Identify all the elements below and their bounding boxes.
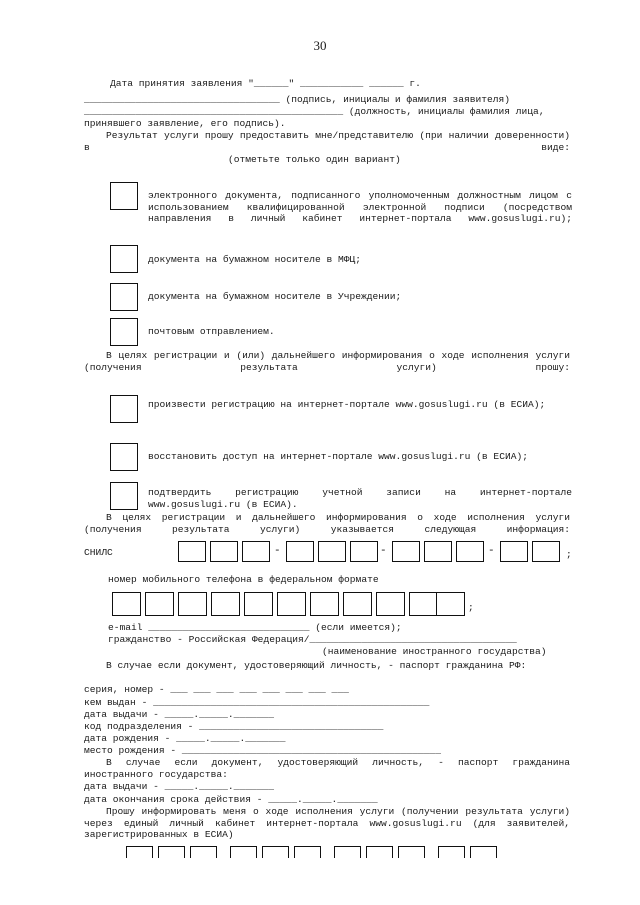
result-option-electronic xyxy=(148,190,572,225)
phone-digit-box[interactable] xyxy=(409,592,438,616)
bottom-row-box[interactable] xyxy=(126,846,153,858)
phone-label: номер мобильного телефона в федеральном формате xyxy=(108,574,379,585)
passport-rf-birth-place: место рождения - _____________________________________________ xyxy=(84,745,441,756)
phone-digit-box[interactable] xyxy=(112,592,141,616)
citizenship-note: (наименование иностранного государства) xyxy=(322,646,547,657)
result-intro: Результат услуги прошу предоставить мне/представителю (при наличии доверенности) в виде: xyxy=(84,130,570,153)
bottom-row-box[interactable] xyxy=(438,846,465,858)
registration-intro: В целях регистрации и (или) дальнейшего информирования о ходе исполнения услуги (получения результата услуги) прошу: xyxy=(84,350,570,373)
snils-digit-box[interactable] xyxy=(286,541,314,562)
snils-separator: - xyxy=(380,545,387,557)
bottom-row-box[interactable] xyxy=(398,846,425,858)
passport-foreign-intro: В случае если документ, удостоверяющий личность, - паспорт гражданина иностранного государства: xyxy=(84,757,570,780)
passport-rf-series: серия, номер - ___ ___ ___ ___ ___ ___ ___ ___ xyxy=(84,684,349,695)
phone-digit-box[interactable] xyxy=(244,592,273,616)
passport-rf-issued-by: кем выдан - ________________________________________________ xyxy=(84,697,430,708)
snils-digit-box[interactable] xyxy=(210,541,238,562)
snils-digit-box[interactable] xyxy=(392,541,420,562)
result-option-electronic-text: электронного документа, подписанного уполномоченным должностным лицом с использованием квалифицированной электронной подписи (посредством направления в личный кабинет интернет-портала www.gosuslugi.ru); xyxy=(148,190,572,224)
snils-digit-box[interactable] xyxy=(242,541,270,562)
registration-create-text: произвести регистрацию на интернет-портале www.gosuslugi.ru (в ЕСИА); xyxy=(148,399,546,410)
result-option-institution-checkbox[interactable] xyxy=(110,283,138,311)
registration-restore-text: восстановить доступ на интернет-портале www.gosuslugi.ru (в ЕСИА); xyxy=(148,451,528,462)
result-hint: (отметьте только один вариант) xyxy=(228,154,401,165)
phone-digit-box[interactable] xyxy=(145,592,174,616)
phone-digit-box[interactable] xyxy=(376,592,405,616)
registration-confirm-text: подтвердить регистрацию учетной записи на интернет-портале www.gosuslugi.ru (в ЕСИА). xyxy=(148,487,572,510)
bottom-row-box[interactable] xyxy=(470,846,497,858)
bottom-row-box[interactable] xyxy=(230,846,257,858)
snils-digit-box[interactable] xyxy=(532,541,560,562)
snils-digit-box[interactable] xyxy=(500,541,528,562)
snils-separator: - xyxy=(488,545,495,557)
bottom-row-box[interactable] xyxy=(158,846,185,858)
phone-digit-box[interactable] xyxy=(277,592,306,616)
snils-digit-box[interactable] xyxy=(456,541,484,562)
passport-foreign-issue-date: дата выдачи - _____._____._______ xyxy=(84,781,274,792)
phone-digit-box[interactable] xyxy=(436,592,465,616)
result-option-institution-text: документа на бумажном носителе в Учреждении; xyxy=(148,291,402,302)
receiver-position-line: _____________________________________________ (должность, инициалы фамилия лица, xyxy=(84,106,545,117)
receiver-signature-line: принявшего заявление, его подпись). xyxy=(84,118,286,129)
phone-digit-box[interactable] xyxy=(310,592,339,616)
citizenship-line: гражданство - Российская Федерация/____________________________________ xyxy=(108,634,517,645)
page-number: 30 xyxy=(313,38,327,53)
result-option-post-checkbox[interactable] xyxy=(110,318,138,346)
passport-rf-issue-date: дата выдачи - _____._____._______ xyxy=(84,709,274,720)
notify-text: Прошу информировать меня о ходе исполнения услуги (получении результата услуги) через единый личный кабинет интернет-портала www.gosuslugi.ru (для заявителей, зарегистрированных в ЕСИА) xyxy=(84,806,570,840)
email-line: e-mail ____________________________ (если имеется); xyxy=(108,622,402,633)
snils-end: ; xyxy=(566,549,572,560)
result-option-mfc-text: документа на бумажном носителе в МФЦ; xyxy=(148,254,362,265)
snils-digit-box[interactable] xyxy=(178,541,206,562)
passport-foreign-expiry-date: дата окончания срока действия - _____._____._______ xyxy=(84,794,378,805)
bottom-row-box[interactable] xyxy=(294,846,321,858)
bottom-row-box[interactable] xyxy=(366,846,393,858)
phone-digit-box[interactable] xyxy=(211,592,240,616)
info-intro: В целях регистрации и дальнейшего информирования о ходе исполнения услуги (получения результата услуги) указывается следующая информация: xyxy=(84,512,570,535)
phone-digit-box[interactable] xyxy=(343,592,372,616)
snils-digit-box[interactable] xyxy=(350,541,378,562)
snils-label: СНИЛС xyxy=(84,547,113,558)
applicant-signature-line: __________________________________ (подпись, инициалы и фамилия заявителя) xyxy=(84,94,511,105)
phone-digit-box[interactable] xyxy=(178,592,207,616)
passport-rf-intro: В случае если документ, удостоверяющий личность, - паспорт гражданина РФ: xyxy=(106,660,527,671)
bottom-row-box[interactable] xyxy=(334,846,361,858)
passport-rf-birth-date: дата рождения - _____._____._______ xyxy=(84,733,286,744)
result-option-post-text: почтовым отправлением. xyxy=(148,326,275,337)
bottom-row-box[interactable] xyxy=(190,846,217,858)
registration-confirm-checkbox[interactable] xyxy=(110,482,138,510)
snils-digit-box[interactable] xyxy=(318,541,346,562)
passport-rf-division-code: код подразделения - ________________________________ xyxy=(84,721,384,732)
bottom-row-box[interactable] xyxy=(262,846,289,858)
result-option-electronic-checkbox[interactable] xyxy=(110,182,138,210)
registration-create-checkbox[interactable] xyxy=(110,395,138,423)
registration-restore-checkbox[interactable] xyxy=(110,443,138,471)
snils-separator: - xyxy=(274,545,281,557)
phone-end: ; xyxy=(468,602,474,613)
result-option-mfc-checkbox[interactable] xyxy=(110,245,138,273)
snils-digit-box[interactable] xyxy=(424,541,452,562)
acceptance-date-line: Дата принятия заявления "______" ___________ ______ г. xyxy=(110,78,421,89)
